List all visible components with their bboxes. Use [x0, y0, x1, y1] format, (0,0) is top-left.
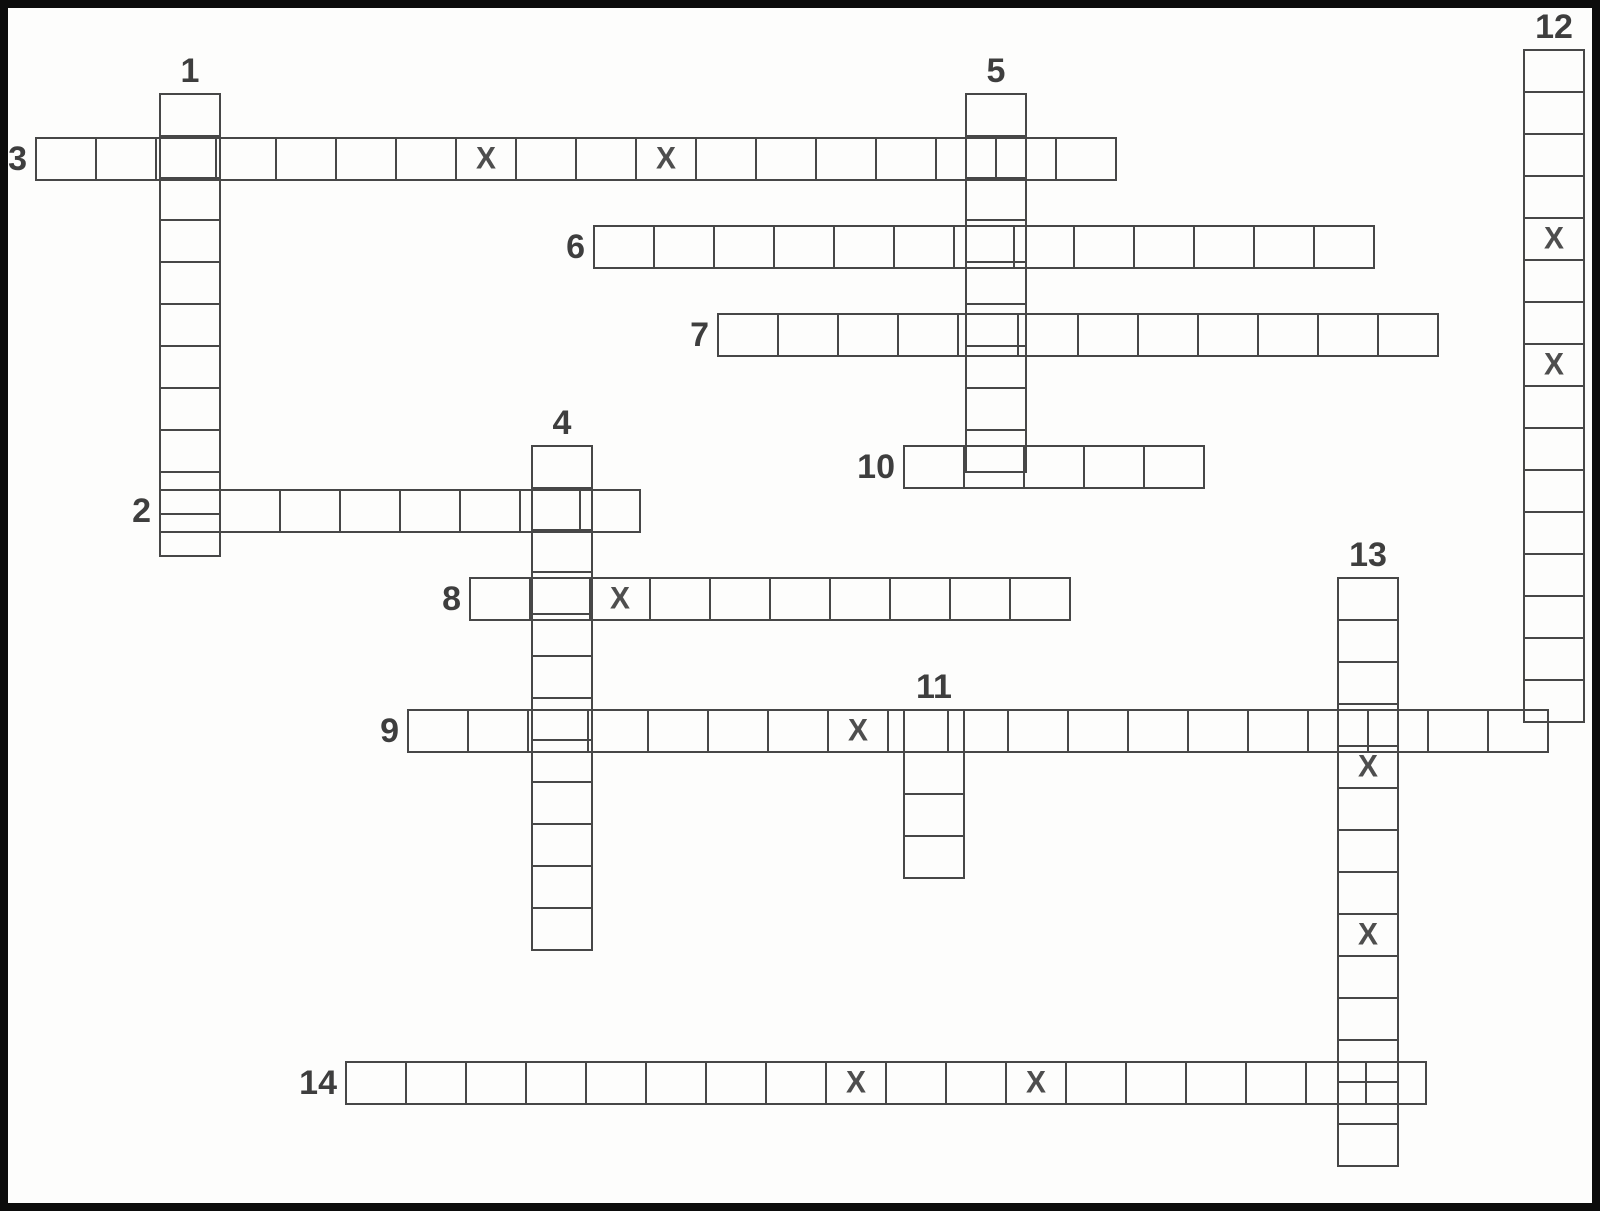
grid-cell[interactable]: [339, 489, 401, 533]
x-marker: X: [1543, 347, 1564, 382]
grid-cell[interactable]: [1337, 661, 1399, 705]
word-11-down: [903, 709, 965, 879]
x-marker: X: [847, 713, 868, 748]
grid-cell[interactable]: [159, 261, 221, 305]
grid-cell[interactable]: [1337, 703, 1399, 747]
grid-cell[interactable]: [159, 219, 221, 263]
grid-cell[interactable]: [95, 137, 157, 181]
grid-cell[interactable]: [903, 709, 965, 753]
word-number-label-14: 14: [299, 1064, 337, 1102]
grid-cell[interactable]: [1013, 225, 1075, 269]
grid-cell[interactable]: [1197, 313, 1259, 357]
blocked-cell: [635, 137, 697, 181]
blocked-cell: [825, 1061, 887, 1105]
grid-cell[interactable]: [769, 577, 831, 621]
grid-cell[interactable]: [653, 225, 715, 269]
grid-cell[interactable]: [345, 1061, 407, 1105]
word-number-label-9: 9: [380, 712, 399, 750]
word-number-label-13: 13: [1349, 536, 1387, 574]
word-number-label-12: 12: [1535, 8, 1573, 46]
grid-cell[interactable]: [531, 823, 593, 867]
grid-cell[interactable]: [1313, 225, 1375, 269]
grid-cell[interactable]: [1337, 619, 1399, 663]
grid-cell[interactable]: [1337, 829, 1399, 873]
grid-cell[interactable]: [1065, 1061, 1127, 1105]
grid-cell[interactable]: [531, 907, 593, 951]
grid-cell[interactable]: [531, 865, 593, 909]
grid-cell[interactable]: [219, 489, 281, 533]
grid-cell[interactable]: [903, 793, 965, 837]
grid-cell[interactable]: [1523, 553, 1585, 597]
grid-cell[interactable]: [833, 225, 895, 269]
word-3-across: [35, 137, 1117, 181]
grid-cell[interactable]: [965, 93, 1027, 137]
grid-cell[interactable]: [395, 137, 457, 181]
grid-cell[interactable]: [529, 577, 591, 621]
grid-cell[interactable]: [953, 225, 1015, 269]
grid-cell[interactable]: [705, 1061, 767, 1105]
grid-cell[interactable]: [593, 225, 655, 269]
grid-cell[interactable]: [1245, 1061, 1307, 1105]
grid-cell[interactable]: [709, 577, 771, 621]
grid-cell[interactable]: [1365, 1061, 1427, 1105]
grid-cell[interactable]: [1137, 313, 1199, 357]
grid-cell[interactable]: [275, 137, 337, 181]
x-marker: X: [845, 1065, 866, 1100]
word-4-down: [531, 445, 593, 951]
word-number-label-5: 5: [986, 52, 1006, 90]
grid-cell[interactable]: [159, 177, 221, 221]
grid-cell[interactable]: [1523, 91, 1585, 135]
grid-cell[interactable]: [1337, 787, 1399, 831]
grid-cell[interactable]: [903, 835, 965, 879]
grid-cell[interactable]: [459, 489, 521, 533]
grid-cell[interactable]: [467, 709, 529, 753]
grid-cell[interactable]: [903, 445, 965, 489]
grid-cell[interactable]: [885, 1061, 947, 1105]
grid-cell[interactable]: [949, 577, 1011, 621]
grid-cell[interactable]: [1337, 955, 1399, 999]
grid-cell[interactable]: [889, 577, 951, 621]
grid-cell[interactable]: [531, 781, 593, 825]
grid-cell[interactable]: [1017, 313, 1079, 357]
blocked-cell: [827, 709, 889, 753]
grid-cell[interactable]: [1083, 445, 1145, 489]
x-marker: X: [609, 581, 630, 616]
grid-cell[interactable]: [1337, 577, 1399, 621]
grid-cell[interactable]: [1337, 997, 1399, 1041]
blocked-cell: [1523, 343, 1585, 387]
grid-cell[interactable]: [1523, 595, 1585, 639]
grid-cell[interactable]: [957, 313, 1019, 357]
grid-cell[interactable]: [159, 387, 221, 431]
grid-cell[interactable]: [1247, 709, 1309, 753]
grid-cell[interactable]: [399, 489, 461, 533]
grid-cell[interactable]: [1253, 225, 1315, 269]
word-5-down: [965, 93, 1027, 473]
grid-cell[interactable]: [159, 345, 221, 389]
grid-cell[interactable]: [965, 177, 1027, 221]
grid-cell[interactable]: [965, 135, 1027, 179]
grid-cell[interactable]: [815, 137, 877, 181]
blocked-cell: [1523, 217, 1585, 261]
grid-cell[interactable]: [1023, 445, 1085, 489]
grid-cell[interactable]: [777, 313, 839, 357]
grid-cell[interactable]: [965, 387, 1027, 431]
word-12-down: [1523, 49, 1585, 723]
grid-cell[interactable]: [1523, 133, 1585, 177]
grid-cell[interactable]: [1317, 313, 1379, 357]
grid-cell[interactable]: [1125, 1061, 1187, 1105]
word-number-label-2: 2: [132, 492, 151, 530]
grid-cell[interactable]: [1523, 175, 1585, 219]
grid-cell[interactable]: [707, 709, 769, 753]
grid-cell[interactable]: [649, 577, 711, 621]
grid-cell[interactable]: [1523, 637, 1585, 681]
grid-cell[interactable]: [1523, 511, 1585, 555]
blocked-cell: [1337, 745, 1399, 789]
grid-cell[interactable]: [875, 137, 937, 181]
grid-cell[interactable]: [945, 1061, 1007, 1105]
grid-cell[interactable]: [215, 137, 277, 181]
grid-cell[interactable]: [1427, 709, 1489, 753]
grid-cell[interactable]: [531, 655, 593, 699]
word-number-label-6: 6: [566, 228, 585, 266]
grid-cell[interactable]: [837, 313, 899, 357]
grid-cell[interactable]: [1257, 313, 1319, 357]
grid-cell[interactable]: [1377, 313, 1439, 357]
grid-cell[interactable]: [587, 709, 649, 753]
grid-cell[interactable]: [1127, 709, 1189, 753]
grid-cell[interactable]: [897, 313, 959, 357]
word-8-across: [469, 577, 1071, 621]
grid-cell[interactable]: [1305, 1061, 1367, 1105]
grid-cell[interactable]: [1143, 445, 1205, 489]
x-marker: X: [475, 141, 496, 176]
grid-cell[interactable]: [773, 225, 835, 269]
word-number-label-7: 7: [690, 316, 709, 354]
grid-cell[interactable]: [717, 313, 779, 357]
grid-cell[interactable]: [35, 137, 97, 181]
grid-cell[interactable]: [279, 489, 341, 533]
grid-cell[interactable]: [1185, 1061, 1247, 1105]
grid-cell[interactable]: [407, 709, 469, 753]
grid-cell[interactable]: [695, 137, 757, 181]
grid-cell[interactable]: [1077, 313, 1139, 357]
word-14-across: [345, 1061, 1427, 1105]
grid-cell[interactable]: [159, 429, 221, 473]
x-marker: X: [655, 141, 676, 176]
word-number-label-11: 11: [916, 668, 952, 706]
grid-cell[interactable]: [1523, 469, 1585, 513]
grid-cell[interactable]: [531, 445, 593, 489]
grid-cell[interactable]: [1193, 225, 1255, 269]
grid-cell[interactable]: [1523, 385, 1585, 429]
word-number-label-3: 3: [8, 140, 27, 178]
grid-cell[interactable]: [713, 225, 775, 269]
grid-cell[interactable]: [893, 225, 955, 269]
grid-cell[interactable]: [335, 137, 397, 181]
blocked-cell: [455, 137, 517, 181]
grid-cell[interactable]: [465, 1061, 527, 1105]
grid-cell[interactable]: [829, 577, 891, 621]
grid-cell[interactable]: [755, 137, 817, 181]
grid-cell[interactable]: [1523, 301, 1585, 345]
grid-cell[interactable]: [159, 489, 221, 533]
x-marker: X: [1357, 749, 1378, 784]
word-6-across: [593, 225, 1375, 269]
grid-cell[interactable]: [765, 1061, 827, 1105]
word-7-across: [717, 313, 1439, 357]
blocked-cell: [589, 577, 651, 621]
blocked-cell: [1005, 1061, 1067, 1105]
grid-cell[interactable]: [1337, 871, 1399, 915]
grid-cell[interactable]: [1009, 577, 1071, 621]
grid-cell[interactable]: [469, 577, 531, 621]
grid-cell[interactable]: [1337, 1123, 1399, 1167]
grid-cell[interactable]: [1523, 259, 1585, 303]
grid-cell[interactable]: [1055, 137, 1117, 181]
grid-cell[interactable]: [575, 137, 637, 181]
grid-cell[interactable]: [903, 751, 965, 795]
grid-cell[interactable]: [585, 1061, 647, 1105]
grid-cell[interactable]: [1523, 427, 1585, 471]
grid-cell[interactable]: [645, 1061, 707, 1105]
word-number-label-4: 4: [552, 404, 572, 442]
grid-cell[interactable]: [647, 709, 709, 753]
grid-cell[interactable]: [159, 93, 221, 137]
x-marker: X: [1357, 917, 1378, 952]
blocked-cell: [1337, 913, 1399, 957]
grid-cell[interactable]: [1523, 49, 1585, 93]
grid-cell[interactable]: [1007, 709, 1069, 753]
x-marker: X: [1543, 221, 1564, 256]
grid-cell[interactable]: [531, 529, 593, 573]
grid-cell[interactable]: [159, 303, 221, 347]
word-number-label-1: 1: [180, 52, 200, 90]
word-10-across: [903, 445, 1205, 489]
grid-cell[interactable]: [1133, 225, 1195, 269]
x-marker: X: [1025, 1065, 1046, 1100]
word-number-label-10: 10: [857, 448, 895, 486]
grid-cell[interactable]: [1523, 679, 1585, 723]
grid-cell[interactable]: [1073, 225, 1135, 269]
grid-cell[interactable]: [527, 709, 589, 753]
grid-cell[interactable]: [531, 487, 593, 531]
grid-cell[interactable]: [155, 137, 217, 181]
grid-cell[interactable]: [1067, 709, 1129, 753]
grid-cell[interactable]: [525, 1061, 587, 1105]
grid-cell[interactable]: [963, 445, 1025, 489]
grid-cell[interactable]: [1187, 709, 1249, 753]
grid-cell[interactable]: [767, 709, 829, 753]
grid-cell[interactable]: [515, 137, 577, 181]
grid-cell[interactable]: [405, 1061, 467, 1105]
word-number-label-8: 8: [442, 580, 461, 618]
